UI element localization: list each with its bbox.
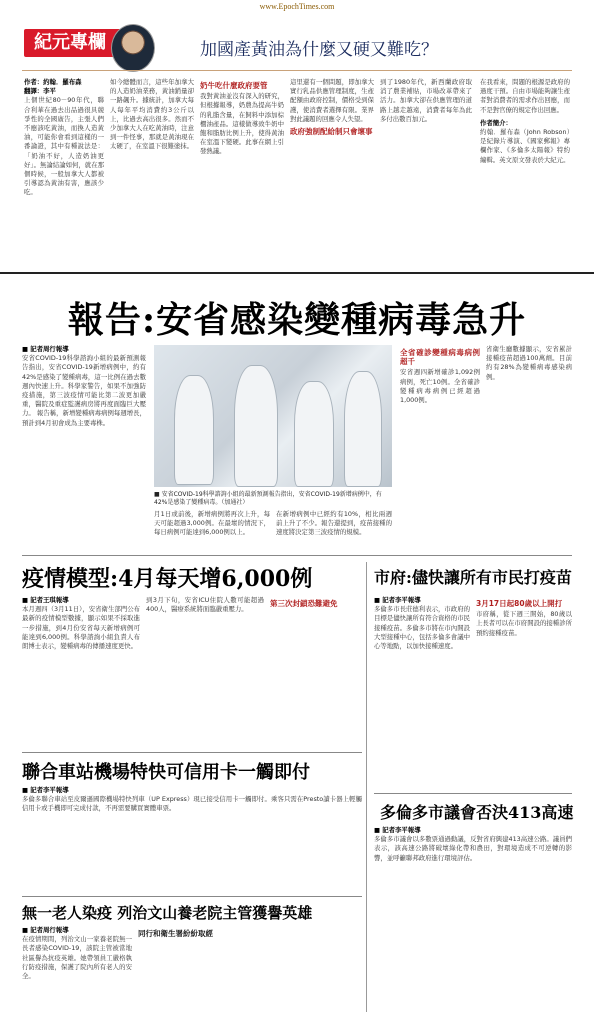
opinion-text-3: 我對黃油並沒有深入的研究，但根據報導，奶農為提高牛奶的乳脂含量，在飼料中添加棕櫚油產品。這樣做導致牛奶中飽和脂肪比例上升，使得黃油在室溫下變硬。此事在網上引發熱議。 [200, 92, 284, 156]
main-story-col-6: 省衛生廳數據顯示，安省累計接種疫苗超過100萬劑。目前約有28%為變種病毒感染病例。 [486, 345, 572, 381]
opinion-title: 加國產黃油為什麼又硬又難吃？ [200, 40, 438, 60]
story5-byline: ■ 記者李平報導 [374, 826, 421, 834]
story6-body: 在疫情期間，列治文山一家養老院無一長者感染COVID-19，該院主管被當地社區譽為抗疫英雄。她帶領員工嚴格執行防疫措施，保護了院內所有老人的安全。 [22, 935, 132, 981]
story3-subhead: 3月17日起80歲以上開打 [476, 599, 563, 608]
lab-photo [154, 345, 392, 487]
column-divider [366, 562, 367, 1012]
opinion-subhead-2: 政府強制配給制只會壞事 [290, 127, 373, 137]
author-bio: 約翰．羅布森（John Robson）是紀錄片導演、《國家郵報》專欄作家、《多倫多太陽報》特約編輯。英文原文發表於大紀元。 [480, 128, 570, 164]
story3-body-2: 市府稱，從下週三開始，80歲以上長者可以在市府開設的接種診所預約接種疫苗。 [476, 610, 572, 637]
story4-col [22, 786, 362, 890]
story3-headline: 市府:儘快讓所有市民打疫苗 [374, 568, 572, 587]
story3-body: 多倫多市長莊德利表示，市政府的目標是儘快讓所有符合資格的市民接種疫苗。多倫多市將在市內開設大型接種中心，包括多倫多會議中心等地點，以加快接種速度。 [374, 605, 470, 651]
story5-headline: 多倫多市議會否決413高速 [380, 803, 574, 822]
main-body-2: 報告稱，新增變種病毒病例每週增長，預計到4月初會成為主要毒株。 [22, 409, 146, 427]
opinion-text-1: 上個世紀80－90年代，聯合利華在過去出品過很具競爭性的全國廣告，主張人們不應該吃黃油，而換人造黃油，可能你會看到這樣的一番論證，其中有種說法是：「奶油不好，人造奶油更好」。無論結論如何，就在那個時候，一般加拿大人都被引導認為黃油有害，應該少吃。 [24, 96, 104, 197]
story2-col-1 [22, 596, 140, 746]
story6-subhead: 同行和衛生署紛紛取經 [138, 929, 213, 938]
opinion-col-4 [290, 78, 374, 258]
story6-col-1 [22, 926, 132, 1018]
story6-col-2 [138, 926, 248, 1018]
main-byline: ■ 記者周行報導 [22, 345, 69, 353]
opinion-author: 作者：約翰．羅布森 [24, 78, 82, 86]
opinion-col-1 [24, 78, 104, 258]
site-url: www.EpochTimes.com [259, 2, 335, 11]
main-body-1: 安省COVID-19科學諮詢小組的最新預測報告指出，安省COVID-19新增病例中，約有42%是感染了變種病毒，這一比例在過去數週內快速上升。科學家警告，如果不加強防疫措施，第三波疫情可能比第二波更加嚴重，醫院及重症監護病房將再度面臨巨大壓力。 [22, 354, 146, 418]
opinion-col-3 [200, 78, 284, 258]
story4-byline: ■ 記者李平報導 [22, 786, 69, 794]
story2-col-3 [270, 596, 360, 746]
section-divider [0, 272, 594, 274]
story2-col-2: 到3月下旬，安省ICU住院人數可能超過400人，醫療系統將面臨嚴重壓力。 [146, 596, 264, 614]
divider-5 [22, 896, 362, 897]
opinion-col-5 [380, 78, 472, 258]
story4-body: 多倫多聯合車站至皮爾遜國際機場特快列車（UP Express）現已接受信用卡一觸即付。乘客只需在Presto讀卡器上輕觸信用卡或手機即可完成付款，不再需要購買實體車票。 [22, 795, 362, 813]
story2-headline: 疫情模型:4月每天增6,000例 [22, 566, 313, 592]
story4-headline: 聯合車站機場特快可信用卡一觸即付 [22, 762, 310, 783]
column-badge: 紀元專欄 [24, 29, 126, 57]
story6-headline: 無一老人染疫 列治文山養老院主管獲譽英雄 [22, 904, 313, 922]
opinion-translator: 翻譯：李平 [24, 87, 56, 96]
divider-4 [374, 793, 572, 794]
story3-byline: ■ 記者李平報導 [374, 596, 421, 604]
photo-caption: ■ 安省COVID-19科學諮詢小組的最新預測報告指出，安省COVID-19新增病例中，有42%是感染了變種病毒。（加通社） [154, 491, 382, 506]
main-story-col-4: 在新增病例中已經約有10%，相比兩週前上升了不少。報告還提到，疫苗接種的速度將決定第三波疫情的規模。 [276, 510, 392, 537]
opinion-text-2: 如今總體而言，這些年加拿大的人造奶油業務，黃油銷量卻一路飆升。據統計，加拿大每人每年平均消費約3公斤以上，比過去高出很多。然而不少加拿大人在吃黃油時，注意到一件怪事，那就是黃油現在太硬了，在室溫下很難塗抹。 [110, 78, 194, 151]
opinion-text-4: 這里還有一個問題，即加拿大實行乳品供應管理制度，生產配額由政府控制，價格受到保護，使消費者選擇有限。業界對此議題的回應令人失望。 [290, 78, 374, 123]
opinion-col-2 [110, 78, 194, 258]
story3-col-1 [374, 596, 470, 786]
story5-body: 多倫多市議會以多數票通過動議，反對省府興建413高速公路。議員們表示，該高速公路將破壞綠化帶和農田，對環境造成不可逆轉的影響，並呼籲聯邦政府進行環境評估。 [374, 835, 572, 862]
divider-2 [22, 555, 572, 556]
main-story-col-3: 月1日或前後，新增病例將再次上升，每天可能超過3,000例。在最壞的情況下，每日病例可能達到6,000例以上。 [154, 510, 270, 537]
story2-subhead: 第三次封鎖恐難避免 [270, 599, 338, 608]
main-story-col-1 [22, 345, 146, 521]
author-bio-label: 作者簡介： [480, 118, 512, 127]
opinion-col-6 [480, 78, 570, 258]
main-story-col-5 [400, 345, 480, 550]
main-body-5: 安省週四新增確診1,092例病例，死亡10例。全省確診變種病毒病例已經超過1,000例。 [400, 368, 480, 405]
main-headline: 報告:安省感染變種病毒急升 [67, 299, 527, 341]
story3-col-2 [476, 596, 572, 786]
story5-col [374, 826, 572, 1016]
story2-body: 本月週四（3月11日），安省衛生部門公布最新的疫情模型數據，顯示如果不採取進一步措施，到4月份安省每天新增病例可能達到6,000例。科學諮詢小組負責人布朗博士表示，變種病毒的傳播速度更快。 [22, 605, 140, 651]
opinion-text-6: 在我看來，問題的根源是政府的過度干預。自由市場能夠讓生產者對消費者的需求作出回應，而不是對官僚的規定作出回應。 [480, 78, 570, 114]
opinion-subhead-1: 奶牛吃什麼政府要管 [200, 81, 268, 90]
story6-byline: ■ 記者周行報導 [22, 926, 69, 934]
story2-byline: ■ 記者王琪報導 [22, 596, 69, 604]
author-avatar [111, 24, 155, 72]
divider-3 [22, 752, 362, 753]
opinion-text-5: 到了1980年代，新西蘭政府取消了農業補貼，市場改革帶來了活力。加拿大卻在供應管理的道路上越走越遠，消費者每年為此多付出數百加元。 [380, 78, 472, 123]
main-subhead: 全省確診變種病毒病例超千 [400, 348, 480, 367]
